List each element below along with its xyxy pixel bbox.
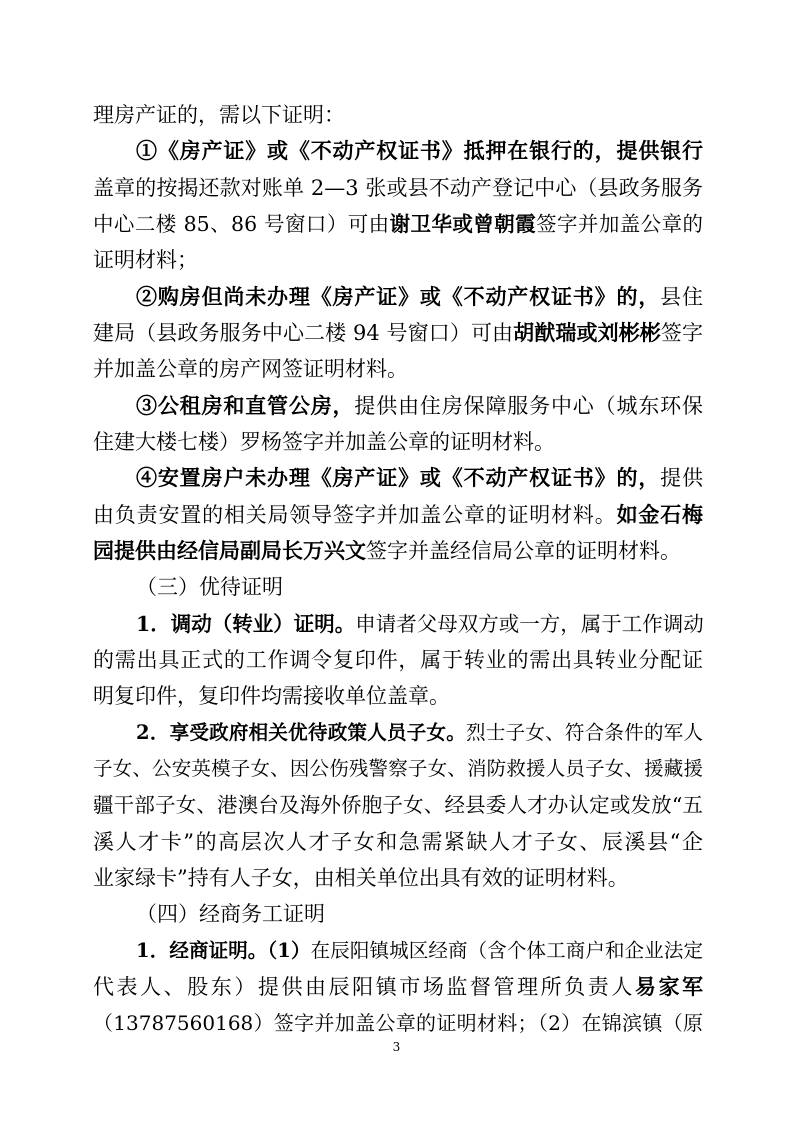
page-number: 3	[392, 1040, 401, 1054]
text-line: （13787560168）签字并加盖公章的证明材料；（2）在锦滨镇（原	[93, 1011, 703, 1035]
text-line: ③公租房和直管公房，提供由住房保障服务中心（城东环保	[136, 393, 704, 418]
text-line: 理房产证的，需以下证明：	[93, 103, 345, 127]
text-line: 明复印件，复印件均需接收单位盖章。	[93, 684, 450, 708]
text-line: 子女、公安英模子女、因公伤残警察子女、消防救援人员子女、援藏援	[93, 757, 703, 780]
section-heading: （四）经商务工证明	[136, 902, 325, 926]
text-line: 盖章的按揭还款对账单 2—3 张或县不动产登记中心（县政务服务	[93, 176, 703, 200]
text-line: ①《房产证》或《不动产权证书》抵押在银行的，提供银行	[136, 138, 703, 163]
text-line: 园提供由经信局副局长万兴文签字并盖经信局公章的证明材料。	[93, 538, 681, 563]
text-line: 疆干部子女、港澳台及海外侨胞子女、经县委人才办认定或发放“五	[93, 793, 703, 817]
text-line: 住建大楼七楼）罗杨签字并加盖公章的证明材料。	[93, 430, 555, 454]
text-line: 业家绿卡”持有人子女，由相关单位出具有效的证明材料。	[93, 866, 629, 890]
text-line: 并加盖公章的房产网签证明材料。	[93, 357, 408, 381]
text-line: 2．享受政府相关优待政策人员子女。烈士子女、符合条件的军人	[136, 721, 703, 744]
text-line: ②购房但尚未办理《房产证》或《不动产权证书》的，县住	[136, 284, 704, 309]
text-line: 1．调动（转业）证明。申请者父母双方或一方，属于工作调动	[136, 612, 704, 636]
text-line: 1．经商证明。（1）在辰阳镇城区经商（含个体工商户和企业法定	[136, 939, 703, 962]
section-heading: （三）优待证明	[136, 575, 283, 599]
text-line: 证明材料；	[93, 248, 198, 272]
text-line: 代表人、股东）提供由辰阳镇市场监督管理所负责人易家军	[93, 974, 704, 999]
text-line: 的需出具正式的工作调令复印件，属于转业的需出具转业分配证	[93, 648, 703, 672]
text-line: 中心二楼 85、86 号窗口）可由谢卫华或曾朝霞签字并加盖公章的	[93, 212, 704, 236]
text-line: 由负责安置的相关局领导签字并加盖公章的证明材料。如金石梅	[93, 502, 704, 527]
text-line: ④安置房户未办理《房产证》或《不动产权证书》的，提供	[136, 465, 704, 490]
text-line: 溪人才卡”的高层次人才子女和急需紧缺人才子女、辰溪县“企	[93, 830, 703, 854]
text-line: 建局（县政务服务中心二楼 94 号窗口）可由胡猷瑞或刘彬彬签字	[93, 320, 704, 345]
